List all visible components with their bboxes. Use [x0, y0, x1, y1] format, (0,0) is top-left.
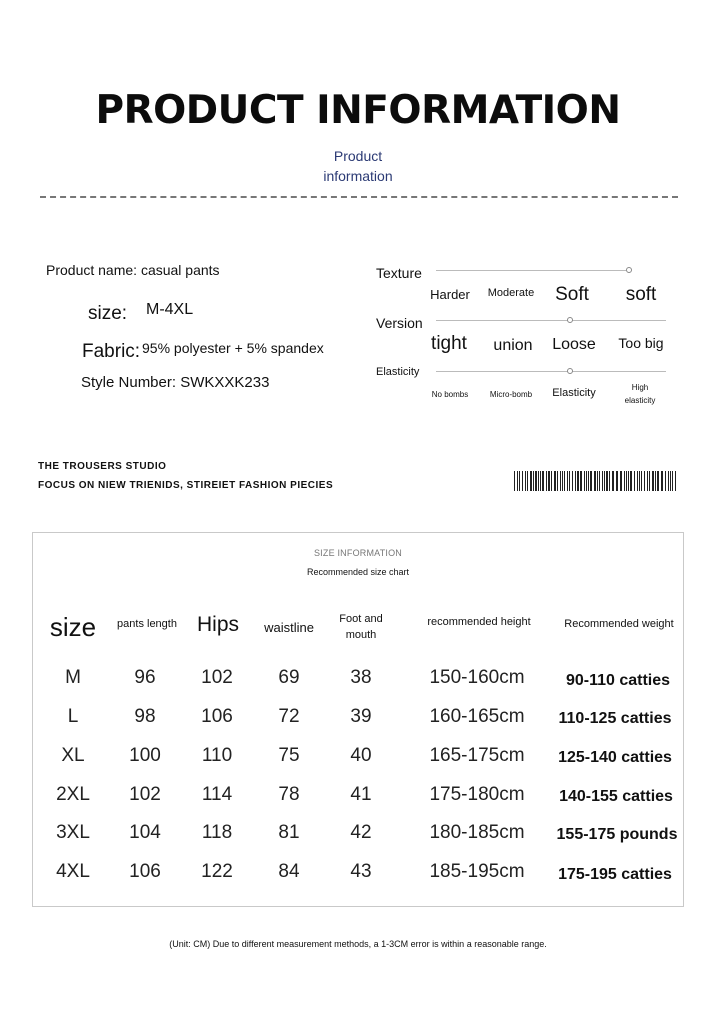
cell-recommended-weight: 155-175 pounds — [556, 826, 678, 843]
barcode-bar — [517, 471, 518, 491]
barcode-bar — [588, 471, 589, 491]
size-chart-subheading: Recommended size chart — [306, 567, 410, 577]
barcode-bar — [639, 471, 640, 491]
cell-waistline: 75 — [278, 745, 300, 766]
elasticity-option-2: Micro-bomb — [489, 390, 533, 399]
cell-size: XL — [61, 745, 85, 766]
dashed-divider — [40, 196, 678, 199]
texture-option-2: Moderate — [487, 287, 535, 299]
cell-hips: 106 — [201, 706, 233, 727]
subtitle-line-2: information — [323, 168, 393, 184]
cell-pants-length: 106 — [129, 861, 161, 882]
cell-waistline: 84 — [278, 861, 300, 882]
cell-recommended-height: 175-180cm — [429, 784, 525, 805]
cell-recommended-weight: 110-125 catties — [558, 710, 672, 727]
cell-waistline: 78 — [278, 784, 300, 805]
barcode-bar — [580, 471, 582, 491]
barcode-bar — [533, 471, 534, 491]
elasticity-option-4: High elasticity — [624, 383, 656, 405]
barcode-bar — [560, 471, 561, 491]
barcode-bar — [616, 471, 618, 491]
barcode-bar — [604, 471, 605, 491]
cell-recommended-height: 180-185cm — [429, 822, 525, 843]
column-header-recommended-weight: Recommended weight — [564, 618, 674, 630]
barcode-bar — [672, 471, 673, 491]
cell-size: M — [65, 667, 81, 688]
cell-pants-length: 102 — [129, 784, 161, 805]
cell-recommended-weight: 140-155 catties — [559, 788, 673, 805]
texture-option-1: Harder — [430, 287, 470, 302]
column-header-recommended-height: recommended height — [427, 616, 531, 628]
cell-recommended-weight: 90-110 catties — [565, 672, 671, 689]
barcode-bar — [628, 471, 629, 491]
cell-pants-length: 104 — [129, 822, 161, 843]
cell-foot-and-mouth: 42 — [350, 822, 372, 843]
barcode-bar — [525, 471, 526, 491]
barcode-bar — [597, 471, 598, 491]
barcode-bar — [548, 471, 550, 491]
barcode-bar — [530, 471, 532, 491]
studio-tagline: FOCUS ON NIEW TRIENIDS, STIREIET FASHION PIECIES — [38, 480, 334, 491]
size-label: size: — [88, 303, 128, 324]
barcode-bar — [562, 471, 563, 491]
barcode-bar — [620, 471, 622, 491]
cell-foot-and-mouth: 39 — [350, 706, 372, 727]
column-header-waistline: waistline — [264, 620, 314, 635]
barcode-bar — [564, 471, 565, 491]
style-number: Style Number: SWKXXK233 — [81, 374, 270, 391]
cell-size: 2XL — [56, 784, 90, 805]
size-value: M-4XL — [146, 301, 194, 318]
barcode-bar — [577, 471, 579, 491]
cell-foot-and-mouth: 38 — [350, 667, 372, 688]
cell-waistline: 81 — [278, 822, 300, 843]
barcode-bar — [644, 471, 645, 491]
barcode-bar — [569, 471, 570, 491]
barcode-bar — [554, 471, 556, 491]
elasticity-option-3: Elasticity — [552, 387, 596, 399]
barcode-bar — [586, 471, 587, 491]
cell-pants-length: 100 — [129, 745, 161, 766]
attribute-label-texture: Texture — [376, 265, 422, 281]
cell-recommended-weight: 125-140 catties — [558, 749, 672, 766]
barcode-bar — [527, 471, 528, 491]
cell-pants-length: 96 — [134, 667, 156, 688]
page-title: PRODUCT INFORMATION — [95, 88, 621, 133]
footnote: (Unit: CM) Due to different measurement methods, a 1-3CM error is within a reasonable range. — [169, 939, 547, 949]
elasticity-option-1: No bombs — [431, 390, 469, 399]
column-header-foot-and-mouth: Foot and mouth — [339, 613, 383, 641]
barcode-bar — [609, 471, 610, 491]
barcode-bar — [519, 471, 520, 491]
barcode-bar — [594, 471, 596, 491]
attribute-line-texture — [436, 270, 626, 271]
fabric-label: Fabric: — [82, 341, 141, 362]
cell-hips: 122 — [201, 861, 233, 882]
cell-recommended-height: 160-165cm — [429, 706, 525, 727]
cell-recommended-height: 150-160cm — [429, 667, 525, 688]
barcode-bar — [637, 471, 638, 491]
barcode-bar — [599, 471, 600, 491]
barcode-bar — [641, 471, 642, 491]
barcode-bar — [675, 471, 676, 491]
column-header-hips: Hips — [196, 613, 240, 636]
barcode-bar — [540, 471, 541, 491]
cell-waistline: 72 — [278, 706, 300, 727]
version-option-1: tight — [431, 333, 467, 354]
subtitle-line-1: Product — [333, 148, 383, 164]
texture-option-3: Soft — [555, 284, 589, 305]
barcode-bar — [590, 471, 592, 491]
attribute-line-version — [436, 320, 666, 321]
barcode-bar — [668, 471, 669, 491]
barcode-bar — [647, 471, 648, 491]
barcode-bar — [606, 471, 608, 491]
barcode-bar — [649, 471, 650, 491]
barcode-bar — [522, 471, 523, 491]
barcode-bar — [665, 471, 666, 491]
fabric-value: 95% polyester + 5% spandex — [142, 340, 324, 356]
barcode-bar — [652, 471, 654, 491]
barcode-bar — [670, 471, 671, 491]
texture-option-4: soft — [625, 284, 657, 305]
barcode-bar — [575, 471, 576, 491]
cell-recommended-height: 185-195cm — [429, 861, 525, 882]
version-option-3: Loose — [552, 336, 596, 353]
size-chart-heading: SIZE INFORMATION — [313, 548, 403, 558]
barcode-icon — [514, 471, 676, 491]
cell-recommended-height: 165-175cm — [429, 745, 525, 766]
attribute-marker-version — [567, 317, 573, 323]
cell-hips: 102 — [201, 667, 233, 688]
cell-foot-and-mouth: 43 — [350, 861, 372, 882]
barcode-bar — [626, 471, 627, 491]
attribute-label-version: Version — [376, 315, 423, 331]
version-option-4: Too big — [618, 335, 664, 351]
barcode-bar — [542, 471, 544, 491]
cell-foot-and-mouth: 41 — [350, 784, 372, 805]
barcode-bar — [612, 471, 614, 491]
cell-hips: 114 — [201, 784, 233, 805]
attribute-line-elasticity — [436, 371, 666, 372]
barcode-bar — [657, 471, 659, 491]
column-header-pants-length: pants length — [117, 618, 177, 630]
cell-foot-and-mouth: 40 — [350, 745, 372, 766]
barcode-bar — [655, 471, 656, 491]
barcode-bar — [602, 471, 603, 491]
product-name: Product name: casual pants — [46, 262, 220, 278]
cell-pants-length: 98 — [134, 706, 156, 727]
cell-size: 4XL — [56, 861, 90, 882]
studio-name: THE TROUSERS STUDIO — [38, 461, 167, 472]
attribute-marker-texture — [626, 267, 632, 273]
column-header-size: size — [49, 612, 97, 642]
cell-size: L — [67, 706, 79, 727]
barcode-bar — [572, 471, 573, 491]
barcode-bar — [634, 471, 635, 491]
cell-hips: 110 — [201, 745, 233, 766]
barcode-bar — [584, 471, 585, 491]
attribute-marker-elasticity — [567, 368, 573, 374]
barcode-bar — [514, 471, 515, 491]
cell-size: 3XL — [56, 822, 90, 843]
barcode-bar — [624, 471, 625, 491]
barcode-bar — [546, 471, 547, 491]
barcode-bar — [630, 471, 632, 491]
attribute-label-elasticity: Elasticity — [376, 366, 420, 378]
barcode-bar — [551, 471, 552, 491]
barcode-bar — [567, 471, 568, 491]
barcode-bar — [535, 471, 537, 491]
cell-recommended-weight: 175-195 catties — [558, 866, 672, 883]
cell-waistline: 69 — [278, 667, 300, 688]
barcode-bar — [538, 471, 539, 491]
barcode-bar — [557, 471, 558, 491]
version-option-2: union — [493, 337, 533, 354]
subtitle — [0, 146, 716, 186]
barcode-bar — [661, 471, 663, 491]
cell-hips: 118 — [201, 822, 233, 843]
